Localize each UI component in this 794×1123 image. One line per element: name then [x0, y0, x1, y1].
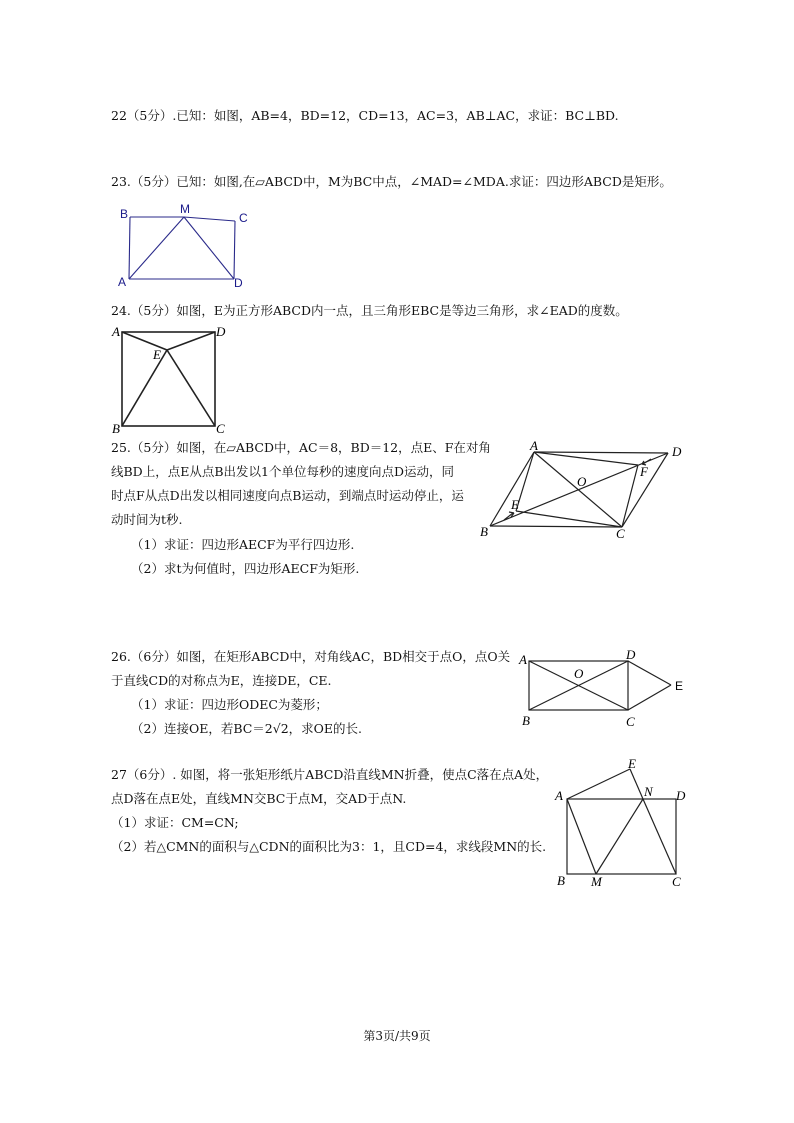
- q24-label-B: B: [112, 421, 120, 434]
- q27-label-A: A: [555, 788, 563, 803]
- q25-label-A: A: [530, 440, 538, 453]
- q27-label-N: N: [644, 784, 653, 799]
- q25-label-E: E: [511, 497, 519, 512]
- q27-label-E: E: [628, 756, 636, 771]
- q25-line-4: 动时间为t秒.: [111, 512, 183, 527]
- q25-label-D: D: [672, 444, 682, 459]
- q25-label-C: C: [616, 526, 625, 541]
- q25-part-2: （2）求t为何值时，四边形AECF为矩形.: [131, 561, 360, 576]
- q25-line-3: 时点F从点D出发以相同速度向点B运动，到端点时运动停止，运: [111, 488, 464, 503]
- q26-label-O: O: [574, 666, 584, 681]
- q23-label-C: C: [239, 211, 248, 225]
- q26-line-2: 于直线CD的对称点为E，连接DE，CE.: [111, 673, 332, 688]
- q24-figure: [110, 322, 235, 434]
- q25-label-F: F: [640, 464, 648, 479]
- q23-label-M: M: [180, 202, 190, 216]
- q23-label-B: B: [120, 207, 129, 221]
- q27-line-2: 点D落在点E处，直线MN交BC于点M，交AD于点N.: [111, 791, 407, 806]
- q26-label-B: B: [522, 713, 530, 728]
- q25-label-B: B: [480, 524, 488, 539]
- q22-line-1: 22（5分）.已知：如图，AB=4，BD=12，CD=13，AC=3，AB⊥AC，求证：BC⊥BD.: [111, 108, 619, 123]
- q26-line-1: 26.（6分）如图，在矩形ABCD中，对角线AC，BD相交于点O，点O关: [111, 649, 511, 664]
- q26-label-D: D: [626, 648, 636, 662]
- q25-label-O: O: [577, 474, 587, 489]
- q27-label-M: M: [591, 874, 602, 889]
- q26-label-C: C: [626, 714, 635, 729]
- q27-part-1: （1）求证：CM=CN;: [111, 815, 239, 830]
- q25-line-1: 25.（5分）如图，在▱ABCD中，AC＝8，BD＝12，点E、F在对角: [111, 440, 491, 455]
- q26-label-A: A: [519, 652, 527, 667]
- q25-figure: [476, 440, 692, 542]
- q23-line-1: 23.（5分）已知：如图,在▱ABCD中，M为BC中点，∠MAD=∠MDA.求证：四边形ABCD是矩形。: [111, 174, 672, 189]
- q23-label-D: D: [234, 276, 243, 290]
- q24-label-D: D: [216, 324, 226, 339]
- page-footer: 第3页/共9页: [363, 1029, 431, 1043]
- q27-part-2: （2）若△CMN的面积与△CDN的面积比为3：1，且CD=4，求线段MN的长.: [111, 839, 547, 854]
- q23-label-A: A: [118, 275, 127, 289]
- q25-line-2: 线BD上，点E从点B出发以1个单位每秒的速度向点D运动，同: [111, 464, 454, 479]
- q26-part-1: （1）求证：四边形ODEC为菱形；: [131, 697, 328, 712]
- q25-part-1: （1）求证：四边形AECF为平行四边形.: [131, 537, 355, 552]
- q27-label-B: B: [557, 873, 565, 888]
- q23-figure: [112, 200, 252, 292]
- q24-label-C: C: [216, 421, 225, 434]
- q27-label-C: C: [672, 874, 681, 889]
- q24-label-E: E: [153, 347, 161, 362]
- q24-line-1: 24.（5分）如图，E为正方形ABCD内一点，且三角形EBC是等边三角形，求∠EAD的度数。: [111, 303, 628, 318]
- q26-part-2: （2）连接OE，若BC＝2√2，求OE的长.: [131, 721, 363, 736]
- q24-label-A: A: [112, 324, 120, 339]
- q26-figure: [516, 648, 692, 730]
- q27-label-D: D: [676, 788, 686, 803]
- q27-figure: [552, 756, 692, 890]
- q26-label-E: E: [675, 679, 684, 693]
- q27-line-1: 27（6分）. 如图，将一张矩形纸片ABCD沿直线MN折叠，使点C落在点A处，: [111, 767, 549, 782]
